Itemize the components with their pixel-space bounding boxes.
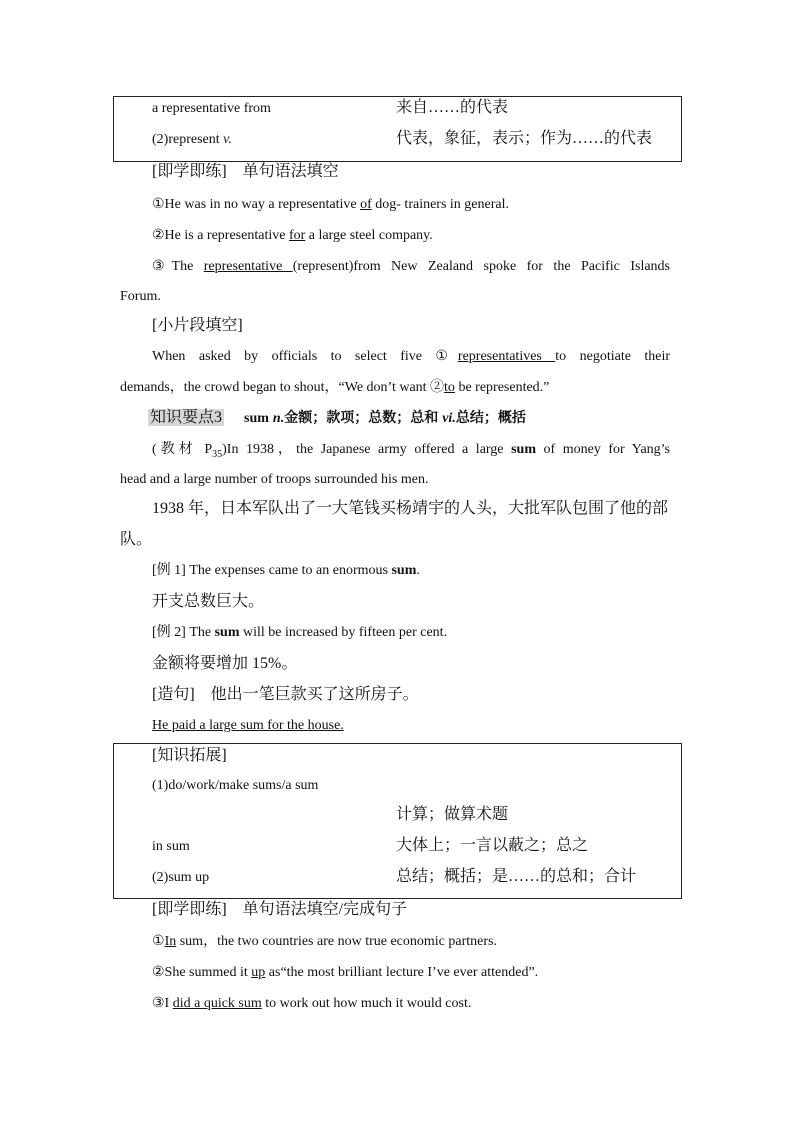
- box2-row2-en: in sum: [152, 839, 190, 854]
- textbook-sentence: (教材 $P_{35})In$ 1938，the Japanese army offered a large sum of money for Yang’s: [152, 442, 670, 460]
- passage-line1: When asked by officials to select five ①representatives to negotiate their: [152, 349, 671, 364]
- point3-heading: 知识要点3 sum n.金额；款项；总数；总和 vi.总结；概括: [150, 409, 526, 426]
- practice2-q1: ①In sum，the two countries are now true economic partners.: [152, 934, 497, 949]
- box1-row2-zh: 代表，象征，表示；作为……的代表: [396, 130, 653, 147]
- answer-blank: did a quick sum: [172, 996, 262, 1011]
- example1-zh: 开支总数巨大。: [152, 593, 265, 610]
- passage-header: [小片段填空]: [152, 317, 243, 334]
- practice1-q3: ③The representative (represent)from New Zealand spoke for the Pacific Islands: [152, 259, 671, 274]
- practice1-q1: ①He was in no way a representative of dog- trainers in general.: [152, 197, 509, 212]
- box2-row3-zh: 总结；概括；是……的总和；合计: [396, 868, 637, 885]
- practice1-header: [即学即练] 单句语法填空: [152, 163, 339, 180]
- make-sentence: [造句] 他出一笔巨款买了这所房子。: [152, 686, 419, 703]
- box2-row1-en: (1)do/work/make sums/a sum: [152, 778, 319, 793]
- practice1-q2: ②He is a representative for a large steel company.: [152, 228, 433, 243]
- answer-blank: representatives: [457, 349, 556, 364]
- answer-blank: up: [251, 965, 266, 980]
- answer-blank: In: [164, 934, 177, 949]
- box2-row2-zh: 大体上；一言以蔽之；总之: [396, 837, 589, 854]
- example2-zh: 金额将要增加 15%。: [152, 655, 298, 672]
- box2-row1-zh: 计算；做算术题: [396, 806, 509, 823]
- answer-blank: for: [288, 228, 306, 243]
- box2-header: [知识拓展]: [152, 747, 227, 764]
- box1-row1-en: a representative from: [152, 101, 271, 116]
- translation-line1: 1938 年，日本军队出了一大笔钱买杨靖宇的人头，大批军队包围了他的部: [152, 500, 669, 517]
- practice1-q3-line2: Forum.: [120, 289, 161, 304]
- practice2-header: [即学即练] 单句语法填空/完成句子: [152, 901, 408, 918]
- make-sentence-answer: He paid a large sum for the house.: [152, 718, 344, 733]
- practice2-q2: ②She summed it up as“the most brilliant lecture I’ve ever attended”.: [152, 965, 539, 980]
- answer-blank: of: [360, 197, 372, 212]
- example1: [例 1] The expenses came to an enormous sum.: [152, 563, 420, 578]
- textbook-sentence-line2: head and a large number of troops surrounded his men.: [120, 472, 429, 487]
- practice2-q3: ③I did a quick sum to work out how much it would cost.: [152, 996, 472, 1011]
- box1-row1-zh: 来自……的代表: [396, 99, 509, 116]
- point-tag: 知识要点3: [150, 409, 223, 426]
- example2: [例 2] The sum will be increased by fifteen per cent.: [152, 625, 448, 640]
- translation-line2: 队。: [120, 531, 153, 548]
- answer-blank: representative: [203, 259, 293, 274]
- answer-blank: to: [444, 380, 455, 395]
- passage-line2: demands，the crowd began to shout，“We don’t want ②to be represented.”: [120, 380, 550, 395]
- box1-row2-en: (2)represent v.: [152, 132, 232, 147]
- box2-row3-en: (2)sum up: [152, 870, 210, 885]
